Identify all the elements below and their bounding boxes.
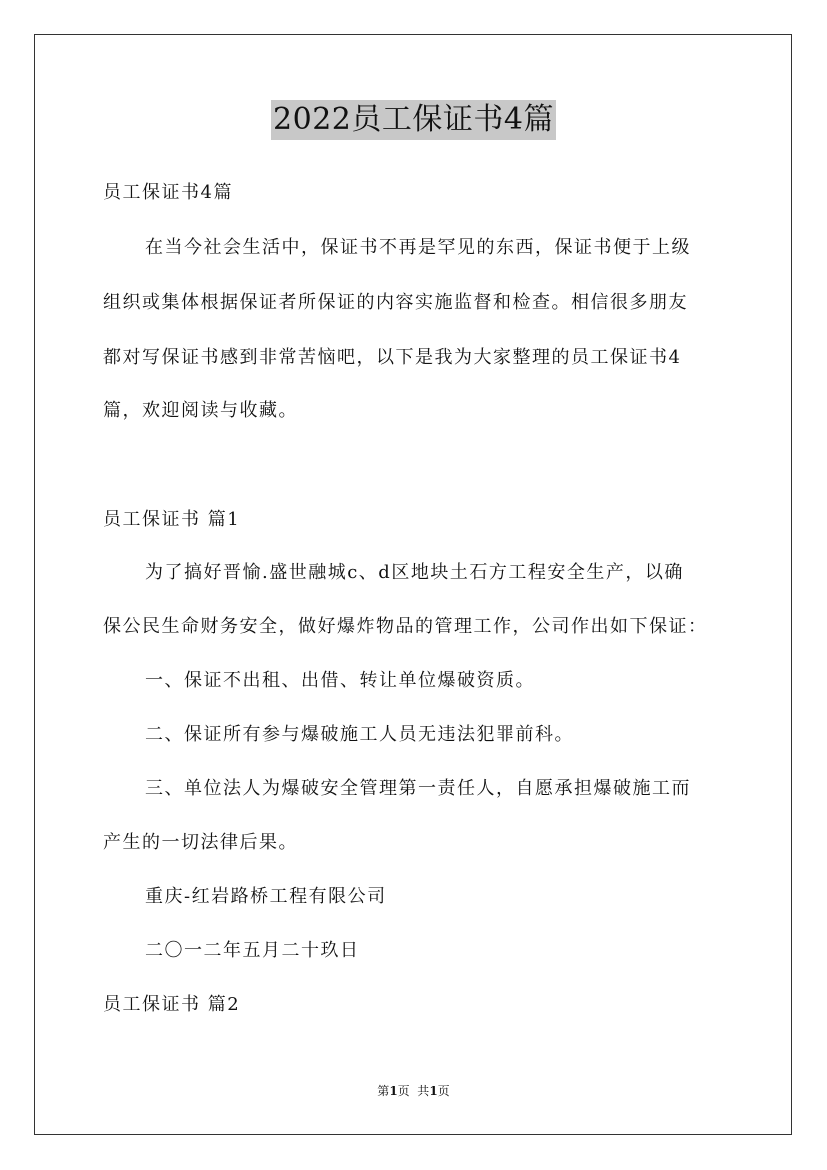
section1-line-3: 一、保证不出租、出借、转让单位爆破资质。 — [145, 670, 535, 691]
footer-middle: 页 共 — [397, 1084, 430, 1098]
company-name: 重庆-红岩路桥工程有限公司 — [145, 886, 387, 907]
signature-date: 二〇一二年五月二十玖日 — [145, 940, 360, 961]
footer-total-pages: 1 — [429, 1084, 438, 1098]
intro-line-1: 在当今社会生活中，保证书不再是罕见的东西，保证书便于上级 — [145, 237, 691, 258]
intro-line-3: 都对写保证书感到非常苦恼吧，以下是我为大家整理的员工保证书4 — [103, 347, 682, 368]
section1-line-6: 产生的一切法律后果。 — [103, 832, 298, 853]
section1-line-4: 二、保证所有参与爆破施工人员无违法犯罪前科。 — [145, 724, 574, 745]
section2-heading: 员工保证书 篇2 — [103, 994, 241, 1015]
document-title: 2022员工保证书4篇 — [271, 100, 556, 140]
footer-page-number: 1 — [389, 1084, 398, 1098]
section1-line-1: 为了搞好晋愉.盛世融城c、d区地块土石方工程安全生产，以确 — [145, 562, 684, 583]
footer-prefix: 第 — [377, 1084, 390, 1098]
section1-line-2: 保公民生命财务安全，做好爆炸物品的管理工作，公司作出如下保证： — [103, 616, 708, 637]
footer-suffix: 页 — [437, 1084, 450, 1098]
intro-line-2: 组织或集体根据保证者所保证的内容实施监督和检查。相信很多朋友 — [103, 292, 688, 313]
intro-heading: 员工保证书4篇 — [103, 182, 233, 203]
intro-line-4: 篇，欢迎阅读与收藏。 — [103, 400, 298, 421]
section1-heading: 员工保证书 篇1 — [103, 509, 241, 530]
title-container — [0, 100, 827, 140]
section1-line-5: 三、单位法人为爆破安全管理第一责任人，自愿承担爆破施工而 — [145, 778, 691, 799]
page-footer — [0, 1083, 827, 1099]
